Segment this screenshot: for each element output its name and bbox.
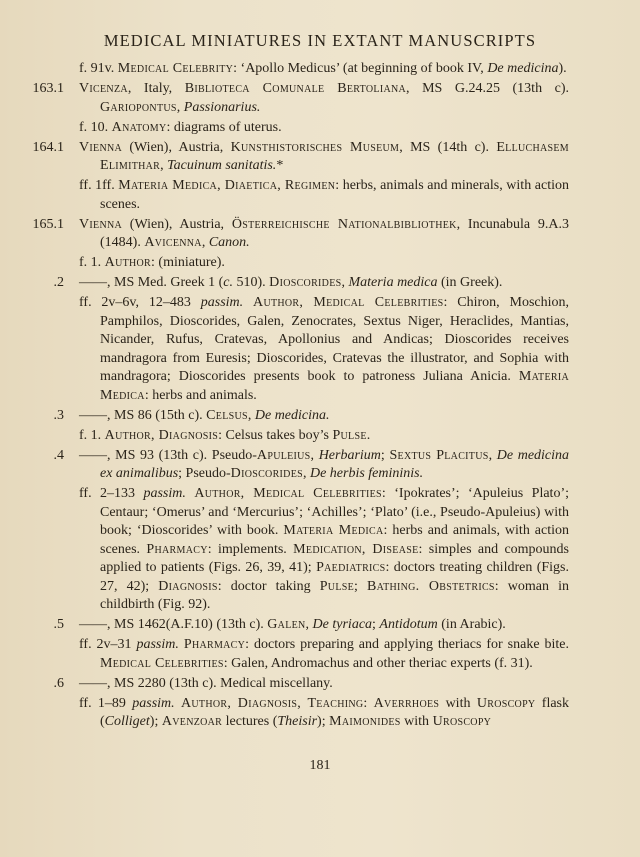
- subentry-164-1: [0, 177, 640, 214]
- entry-text: ——, MS 86 (15th c). Celsus, De medicina.: [79, 407, 330, 423]
- subentry-165-3: [0, 427, 640, 446]
- page-number: 181: [309, 758, 331, 773]
- entry-164-1: [0, 139, 640, 176]
- entry-165-4: [0, 447, 640, 484]
- entry-number: .4: [53, 447, 64, 463]
- entry-165-6: [0, 675, 640, 694]
- subentry-text: ff. 2–133 passim. Author, Medical Celebrities: ‘Ipokrates’; ‘Apuleius Plato’; Centaur; ‘Omerus’ and ‘Mercurius’; ‘Achilles’; ‘Plato’ (i.e., Pseudo-Apuleius) with book; ‘Dioscorides’ with book. Materia Medica: herbs and animals, with action scenes. Pharmacy: implements. Medication, Disease: simples and compounds applied to patients (Figs. 26, 39, 41); Paediatrics: doctors treating children (Figs. 27, 42); Diagnosis: doctor taking Pulse; Bathing. Obstetrics: woman in childbirth (Fig. 92).: [79, 486, 570, 612]
- subentry-text: f. 1. Author, Diagnosis: Celsus takes boy’s Pulse.: [79, 427, 371, 443]
- entry-number: 164.1: [32, 139, 64, 155]
- entry-number: 163.1: [32, 81, 64, 96]
- entry-165-2: [0, 274, 640, 293]
- entry-text: Vienna (Wien), Austria, Kunsthistorisches Museum, MS (14th c). Elluchasem Elimithar, Tacuinum sanitatis.*: [79, 139, 569, 173]
- subentry-165-2: [0, 294, 640, 405]
- entry-165-1: [0, 216, 640, 253]
- entry-text: ——, MS 2280 (13th c). Medical miscellany.: [79, 675, 333, 691]
- running-header: MEDICAL MINIATURES IN EXTANT MANUSCRIPTS: [103, 31, 537, 50]
- entry-163-1: [0, 80, 640, 117]
- subentry-text: f. 10. Anatomy: diagrams of uterus.: [79, 119, 282, 135]
- entry-text: Vicenza, Italy, Biblioteca Comunale Bertoliana, MS G.24.25 (13th c). Gariopontus, Passionarius.: [79, 81, 569, 115]
- entry-number: 165.1: [32, 216, 64, 232]
- subentry-text: ff. 2v–31 passim. Pharmacy: doctors preparing and applying theriacs for snake bite. Medical Celebrities: Galen, Andromachus and other theriac experts (f. 31).: [79, 637, 569, 671]
- entry-number: .3: [53, 407, 64, 423]
- entry-text: ——, MS 1462(A.F.10) (13th c). Galen, De tyriaca; Antidotum (in Arabic).: [79, 617, 506, 632]
- entry-number: .6: [53, 675, 64, 691]
- subentry-165-6: [0, 695, 640, 732]
- entry-165-5: [0, 616, 640, 635]
- subentry-165-4: [0, 485, 640, 615]
- subentry-165-5: [0, 636, 640, 673]
- entry-number: .5: [53, 617, 64, 632]
- subentry-163-1: [0, 119, 640, 138]
- entry-text: ——, MS 93 (13th c). Pseudo-Apuleius, Herbarium; Sextus Placitus, De medicina ex animalibus; Pseudo-Dioscorides, De herbis femininis.: [79, 447, 570, 481]
- subentry-text: f. 91v. Medical Celebrity: ‘Apollo Medicus’ (at beginning of book IV, De medicina).: [79, 61, 567, 76]
- subentry-text: f. 1. Author: (miniature).: [79, 255, 225, 270]
- entry-text: Vienna (Wien), Austria, Österreichische Nationalbibliothek, Incunabula 9.A.3 (1484). Avicenna, Canon.: [79, 216, 569, 250]
- subentry-text: ff. 2v–6v, 12–483 passim. Author, Medical Celebrities: Chiron, Moschion, Pamphilos, Dioscorides, Galen, Zenocrates, Sextus Niger, Heraclides, Mantias, Nicander, Rufus, Cratevas, Apollonius and Andicas; Dioscorides receives mandragora from Euresis; Dioscorides, Cratevas the illustrator, and Sophia with mandragora; Dioscorides presents book to patroness Juliana Anicia. Materia Medica: herbs and animals.: [79, 295, 569, 403]
- entry-162-celebrity: [0, 60, 640, 79]
- entry-165-3: [0, 407, 640, 426]
- entry-text: ——, MS Med. Greek 1 (c. 510). Dioscorides, Materia medica (in Greek).: [79, 275, 503, 290]
- subentry-165-1: [0, 254, 640, 273]
- subentry-text: ff. 1–89 passim. Author, Diagnosis, Teaching: Averrhoes with Uroscopy flask (Colliget); Avenzoar lectures (Theisir); Maimonides with Uroscopy: [79, 695, 570, 729]
- entry-number: .2: [53, 275, 64, 290]
- catalogue-entries: [0, 60, 640, 733]
- subentry-text: ff. 1ff. Materia Medica, Diaetica, Regimen: herbs, animals and minerals, with action scenes.: [79, 178, 569, 212]
